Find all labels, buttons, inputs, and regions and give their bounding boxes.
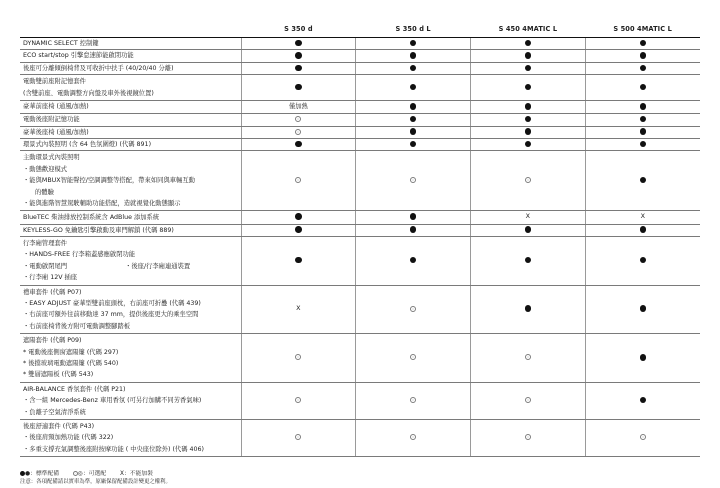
standard-dot-icon: [410, 141, 417, 148]
feature-detail-line: ・負離子空氣清淨系統: [23, 408, 86, 416]
feature-detail-line: ・含一組 Mercedes-Benz 車用香氛 (可另行加購不同芳香氣味): [23, 397, 202, 405]
availability-cell: [585, 138, 700, 150]
availability-cell: [471, 151, 586, 211]
availability-cell: [585, 382, 700, 419]
feature-title: 行李廂管理套件: [23, 239, 68, 247]
feature-cell: [20, 236, 241, 285]
disclaimer-note: 注意：各項配備請以實車為準，原廠保留配備設計變更之權利。: [20, 479, 171, 485]
feature-title: 電動雙前座附記憶套件: [23, 78, 86, 86]
availability-cell: [356, 75, 471, 101]
standard-dot-icon: [640, 52, 647, 59]
standard-dot-icon: [410, 128, 417, 135]
availability-cell: [585, 101, 700, 114]
spec-row: [20, 138, 700, 150]
availability-cell: [471, 114, 586, 126]
spec-row: [20, 114, 700, 126]
availability-cell: [356, 334, 471, 383]
availability-cell: [241, 236, 356, 285]
availability-cell: [471, 285, 586, 334]
feature-detail-line: ・行李廂 12V 插座: [23, 274, 78, 282]
model-header-s500-4matic-l: S 500 4MATIC L: [585, 21, 700, 38]
spec-row: [20, 334, 700, 383]
spec-row: [20, 236, 700, 285]
availability-cell: [585, 75, 700, 101]
availability-cell: [585, 236, 700, 285]
feature-detail-line: * 電動後座側窗遮陽簾 (代碼 297): [23, 348, 119, 356]
optional-circle-icon: [410, 354, 416, 360]
feature-cell: [20, 382, 241, 419]
standard-dot-icon: [640, 116, 647, 123]
availability-text: 僅加熱: [288, 103, 308, 111]
availability-cell: [241, 62, 356, 74]
feature-detail-line: ・後座/行李廂連通裝置: [125, 262, 191, 270]
spec-row: [20, 38, 700, 50]
feature-cell: [20, 285, 241, 334]
availability-cell: [356, 101, 471, 114]
standard-dot-icon: [525, 103, 532, 110]
feature-detail-line: ・能與MBUX智能聲控/空調調整等搭配，帶來如同與車輛互動: [23, 177, 195, 185]
feature-detail-line: ・多重支撐充氣調整後座附按摩功能 ( 中央座位除外) (代碼 406): [23, 445, 204, 453]
availability-cell: [356, 50, 471, 62]
legend-standard: ●：標準配備: [20, 468, 59, 477]
availability-cell: [356, 38, 471, 50]
availability-cell: [356, 224, 471, 236]
availability-cell: [585, 50, 700, 62]
availability-cell: [471, 236, 586, 285]
legend: [20, 468, 165, 477]
feature-cell: [20, 151, 241, 211]
availability-cell: [471, 101, 586, 114]
standard-dot-icon: [525, 116, 532, 123]
availability-cell: [356, 420, 471, 457]
availability-cell: [241, 50, 356, 62]
standard-dot-icon: [295, 213, 302, 220]
availability-cell: [585, 211, 700, 224]
not-available-mark: X: [640, 212, 646, 221]
availability-cell: [585, 334, 700, 383]
availability-cell: [356, 138, 471, 150]
standard-dot-icon: [640, 257, 647, 264]
availability-cell: [241, 224, 356, 236]
standard-dot-icon: [410, 226, 417, 233]
availability-cell: [241, 101, 356, 114]
spec-row: [20, 126, 700, 138]
optional-circle-icon: [410, 397, 416, 403]
feature-cell: [20, 126, 241, 138]
optional-circle-icon: [525, 177, 531, 183]
optional-circle-icon: [640, 434, 646, 440]
availability-cell: [471, 62, 586, 74]
availability-cell: [241, 382, 356, 419]
availability-cell: [471, 138, 586, 150]
optional-circle-icon: [295, 397, 301, 403]
spec-row: [20, 285, 700, 334]
availability-cell: [471, 38, 586, 50]
standard-dot-icon: [410, 103, 417, 110]
availability-cell: [356, 236, 471, 285]
availability-cell: [241, 114, 356, 126]
availability-cell: [585, 224, 700, 236]
availability-cell: [471, 224, 586, 236]
feature-cell: [20, 138, 241, 150]
feature-detail-line: * 後擋玻璃電動遮陽簾 (代碼 540): [23, 359, 119, 367]
availability-cell: [585, 62, 700, 74]
feature-detail-line: ・動態歡迎模式: [23, 165, 68, 173]
standard-dot-icon: [640, 84, 647, 91]
feature-cell: [20, 334, 241, 383]
availability-cell: [471, 334, 586, 383]
feature-detail-line: ・HANDS-FREE 行李箱蓋感應啟閉功能: [23, 251, 136, 259]
standard-dot-icon: [640, 65, 647, 72]
standard-dot-icon: [640, 305, 647, 312]
availability-cell: [471, 382, 586, 419]
feature-cell: [20, 211, 241, 224]
optional-circle-icon: [525, 434, 531, 440]
not-available-mark: X: [296, 304, 301, 313]
standard-dot-icon: [410, 213, 417, 220]
availability-cell: [241, 38, 356, 50]
standard-dot-icon: [410, 257, 417, 264]
availability-cell: [356, 114, 471, 126]
optional-circle-icon: [525, 354, 531, 360]
standard-dot-icon: [525, 52, 532, 59]
feature-cell: [20, 38, 241, 50]
availability-cell: [585, 126, 700, 138]
feature-title: 後座舒適套件 (代碼 P43): [23, 423, 95, 430]
feature-detail-line: ・後座肩頸加熱功能 (代碼 322): [23, 434, 114, 442]
optional-circle-icon: [410, 434, 416, 440]
legend-not-available: X：不能加裝: [119, 471, 153, 477]
availability-cell: [356, 126, 471, 138]
feature-title: 電動後座附記憶功能: [23, 116, 80, 124]
feature-title: 主動環景式內裝照明: [23, 154, 80, 162]
optional-circle-icon: [295, 129, 301, 135]
spec-row: [20, 382, 700, 419]
feature-title: BlueTEC 柴油排放控制系統含 AdBlue 添加系統: [23, 213, 160, 221]
feature-title: KEYLESS-GO 免鑰匙引擎啟動及車門解鎖 (代碼 889): [23, 226, 174, 234]
availability-cell: [356, 151, 471, 211]
feature-title: 禮車套件 (代碼 P07): [23, 288, 82, 296]
standard-dot-icon: [640, 354, 647, 361]
feature-detail-line: ・右前座可額外往前移動達 37 mm，提供後座更大的乘坐空間: [23, 311, 199, 319]
feature-title: 環景式內裝照明 (含 64 色氛圍燈) (代碼 891): [23, 140, 152, 148]
standard-dot-icon: [640, 397, 647, 404]
equipment-table: [20, 21, 700, 457]
feature-detail-line: ・電動啟閉尾門 ・後座/行李廂連通裝置: [23, 262, 191, 270]
feature-cell: [20, 50, 241, 62]
standard-dot-icon: [525, 40, 532, 47]
availability-cell: [585, 420, 700, 457]
optional-circle-icon: [295, 116, 301, 122]
standard-dot-icon: [410, 40, 417, 47]
feature-cell: [20, 224, 241, 236]
standard-dot-icon: [410, 116, 417, 123]
availability-cell: [356, 211, 471, 224]
spec-row: [20, 50, 700, 62]
optional-circle-icon: [295, 434, 301, 440]
model-header-s350dl: S 350 d L: [356, 21, 471, 38]
standard-dot-icon: [640, 103, 647, 110]
availability-cell: [471, 420, 586, 457]
feature-title: ECO start/stop 引擎怠速節能啟閉功能: [23, 52, 134, 60]
feature-cell: [20, 101, 241, 114]
availability-cell: [356, 285, 471, 334]
availability-cell: [585, 114, 700, 126]
availability-cell: [241, 285, 356, 334]
spec-row: [20, 211, 700, 224]
feature-detail-line: ・EASY ADJUST 豪華型雙前座頭枕，右前座可折疊 (代碼 439): [23, 299, 201, 307]
standard-dot-icon: [525, 141, 532, 148]
availability-cell: [356, 62, 471, 74]
feature-detail-line: (含雙前座、電動調整方向盤及車外後視鏡位置): [23, 89, 154, 97]
availability-cell: [241, 211, 356, 224]
availability-cell: [471, 75, 586, 101]
standard-dot-icon: [640, 40, 647, 47]
feature-cell: [20, 420, 241, 457]
standard-dot-icon: [525, 84, 532, 91]
feature-title: DYNAMIC SELECT 控制鍵: [23, 40, 99, 47]
standard-dot-icon: [525, 226, 532, 233]
standard-dot-icon: [410, 65, 417, 72]
feature-title: 後座可分離傾倒椅背及可收折中扶手 (40/20/40 分離): [23, 64, 174, 72]
model-header-s450-4matic-l: S 450 4MATIC L: [471, 21, 586, 38]
availability-cell: [241, 75, 356, 101]
standard-dot-icon: [640, 128, 647, 135]
standard-dot-icon: [640, 177, 647, 184]
standard-dot-icon: [525, 128, 532, 135]
feature-cell: [20, 62, 241, 74]
optional-circle-icon: [410, 306, 416, 312]
spec-row: [20, 101, 700, 114]
availability-cell: [471, 211, 586, 224]
not-available-mark: X: [525, 212, 531, 221]
availability-cell: [241, 151, 356, 211]
availability-cell: [241, 420, 356, 457]
spec-row: [20, 224, 700, 236]
feature-title: 遮陽套件 (代碼 P09): [23, 337, 82, 345]
standard-dot-icon: [295, 141, 302, 148]
standard-dot-icon: [640, 226, 647, 233]
standard-dot-icon: [295, 84, 302, 91]
feature-title: 豪華前座椅 (通風/加熱): [23, 103, 89, 111]
standard-dot-icon: [295, 52, 302, 59]
standard-dot-icon: [410, 84, 417, 91]
spec-row: [20, 75, 700, 101]
feature-detail-line: ・能與進階智慧駕駛輔助功能搭配，造就視覺化動態顯示: [23, 199, 181, 207]
standard-dot-icon: [295, 40, 302, 47]
standard-dot-icon: [295, 226, 302, 233]
availability-cell: [585, 38, 700, 50]
optional-circle-icon: [410, 177, 416, 183]
feature-detail-line: 的體驗: [35, 188, 54, 196]
feature-title: AIR-BALANCE 香氛套件 (代碼 P21): [23, 385, 126, 393]
standard-dot-icon: [640, 141, 647, 148]
availability-cell: [241, 138, 356, 150]
availability-cell: [471, 50, 586, 62]
legend-optional: ◎：可選配: [73, 468, 106, 477]
standard-dot-icon: [525, 305, 532, 312]
feature-detail-line: ・右前座椅背後方附可電動調整腳踏板: [23, 322, 131, 330]
availability-cell: [356, 382, 471, 419]
feature-cell: [20, 75, 241, 101]
availability-cell: [471, 126, 586, 138]
standard-dot-icon: [525, 65, 532, 72]
feature-header: [20, 21, 241, 38]
standard-dot-icon: [410, 52, 417, 59]
feature-detail-line: * 雙層遮陽板 (代碼 543): [23, 371, 94, 379]
spec-row: [20, 62, 700, 74]
spec-row: [20, 151, 700, 211]
optional-circle-icon: [525, 397, 531, 403]
standard-dot-icon: [525, 257, 532, 264]
spec-row: [20, 420, 700, 457]
availability-cell: [585, 151, 700, 211]
availability-cell: [585, 285, 700, 334]
standard-dot-icon: [295, 65, 302, 72]
availability-cell: [241, 334, 356, 383]
availability-cell: [241, 126, 356, 138]
model-header-s350d: S 350 d: [241, 21, 356, 38]
feature-cell: [20, 114, 241, 126]
standard-dot-icon: [295, 257, 302, 264]
header-row: [20, 21, 700, 38]
optional-circle-icon: [295, 177, 301, 183]
optional-circle-icon: [295, 354, 301, 360]
feature-title: 豪華後座椅 (通風/加熱): [23, 128, 89, 136]
